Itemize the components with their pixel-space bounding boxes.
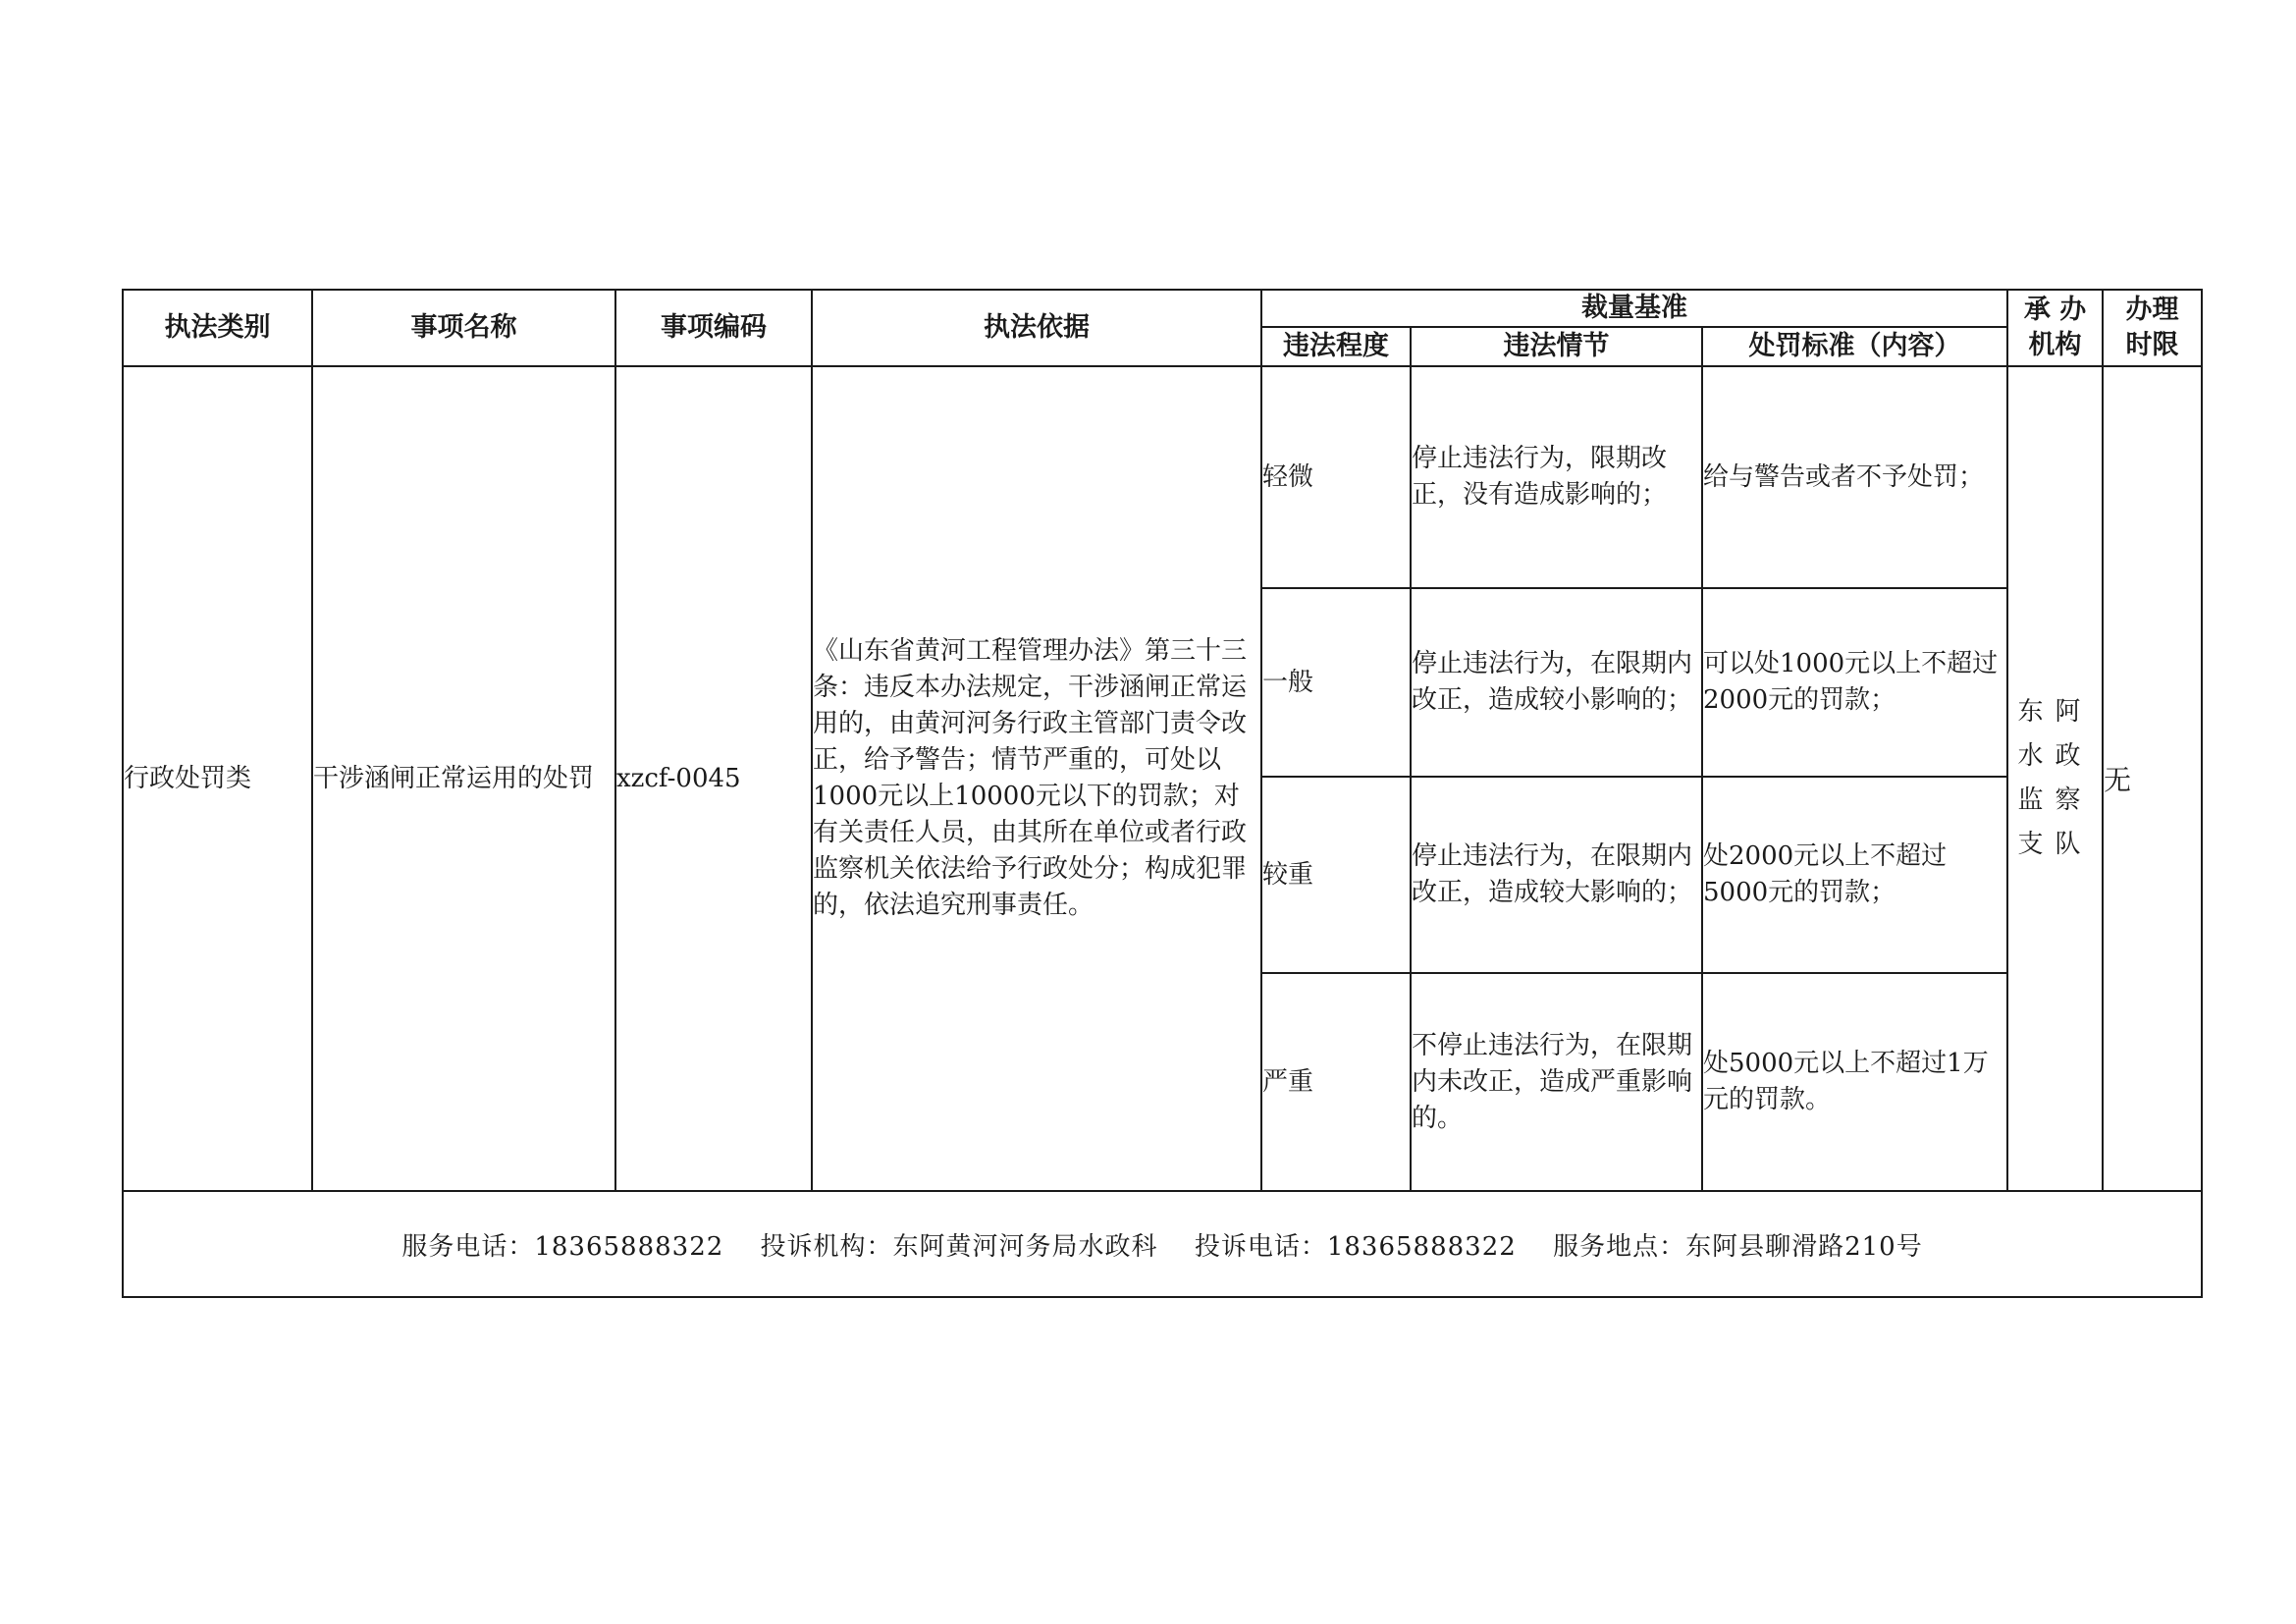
complaint-phone: 投诉电话：18365888322	[1194, 1231, 1517, 1262]
standard-cell: 可以处1000元以上不超过2000元的罚款；	[1702, 588, 2007, 777]
service-info-footer	[123, 1191, 2202, 1297]
item-code-cell: xzcf-0045	[615, 366, 812, 1191]
header-organization-line1: 承 办	[2023, 295, 2087, 325]
header-time-limit-line2: 时限	[2125, 330, 2179, 360]
header-organization-line2: 机构	[2028, 330, 2082, 360]
standard-cell: 给与警告或者不予处罚；	[1702, 366, 2007, 588]
circumstance-cell: 不停止违法行为，在限期内未改正，造成严重影响的。	[1411, 973, 1702, 1191]
circumstance-cell: 停止违法行为，在限期内改正，造成较小影响的；	[1411, 588, 1702, 777]
time-limit-cell: 无	[2103, 366, 2202, 1191]
service-address: 服务地点：东阿县聊滑路210号	[1553, 1231, 1923, 1262]
basis-cell: 《山东省黄河工程管理办法》第三十三条：违反本办法规定，干涉涵闸正常运用的，由黄河河务行政主管部门责令改正，给予警告；情节严重的，可处以1000元以上10000元以下的罚款；对有关责任人员，由其所在单位或者行政监察机关依法给予行政处分；构成犯罪的，依法追究刑事责任。	[812, 366, 1261, 1191]
standard-cell: 处2000元以上不超过5000元的罚款；	[1702, 777, 2007, 973]
header-circumstance: 违法情节	[1411, 327, 1702, 366]
service-phone: 服务电话：18365888322	[401, 1231, 724, 1262]
footer-row	[123, 1191, 2202, 1297]
degree-cell: 较重	[1261, 777, 1411, 973]
standard-cell: 处5000元以上不超过1万元的罚款。	[1702, 973, 2007, 1191]
item-name-cell: 干涉涵闸正常运用的处罚	[312, 366, 615, 1191]
complaint-organization: 投诉机构：东阿黄河河务局水政科	[760, 1231, 1158, 1262]
circumstance-cell: 停止违法行为，限期改正，没有造成影响的；	[1411, 366, 1702, 588]
header-item-code: 事项编码	[615, 290, 812, 366]
organization-cell: 东阿水政监察支队	[2007, 366, 2103, 1191]
header-category: 执法类别	[123, 290, 312, 366]
circumstance-cell: 停止违法行为，在限期内改正，造成较大影响的；	[1411, 777, 1702, 973]
discretion-standard-table	[122, 289, 2203, 1298]
header-item-name: 事项名称	[312, 290, 615, 366]
header-row-top	[123, 290, 2202, 327]
degree-cell: 轻微	[1261, 366, 1411, 588]
header-standard: 处罚标准（内容）	[1702, 327, 2007, 366]
header-time-limit-line1: 办理	[2125, 295, 2179, 325]
degree-cell: 一般	[1261, 588, 1411, 777]
degree-cell: 严重	[1261, 973, 1411, 1191]
table-row	[123, 366, 2202, 588]
header-basis: 执法依据	[812, 290, 1261, 366]
header-organization	[2007, 290, 2103, 366]
header-time-limit	[2103, 290, 2202, 366]
category-cell: 行政处罚类	[123, 366, 312, 1191]
header-discretion: 裁量基准	[1261, 290, 2007, 327]
header-degree: 违法程度	[1261, 327, 1411, 366]
